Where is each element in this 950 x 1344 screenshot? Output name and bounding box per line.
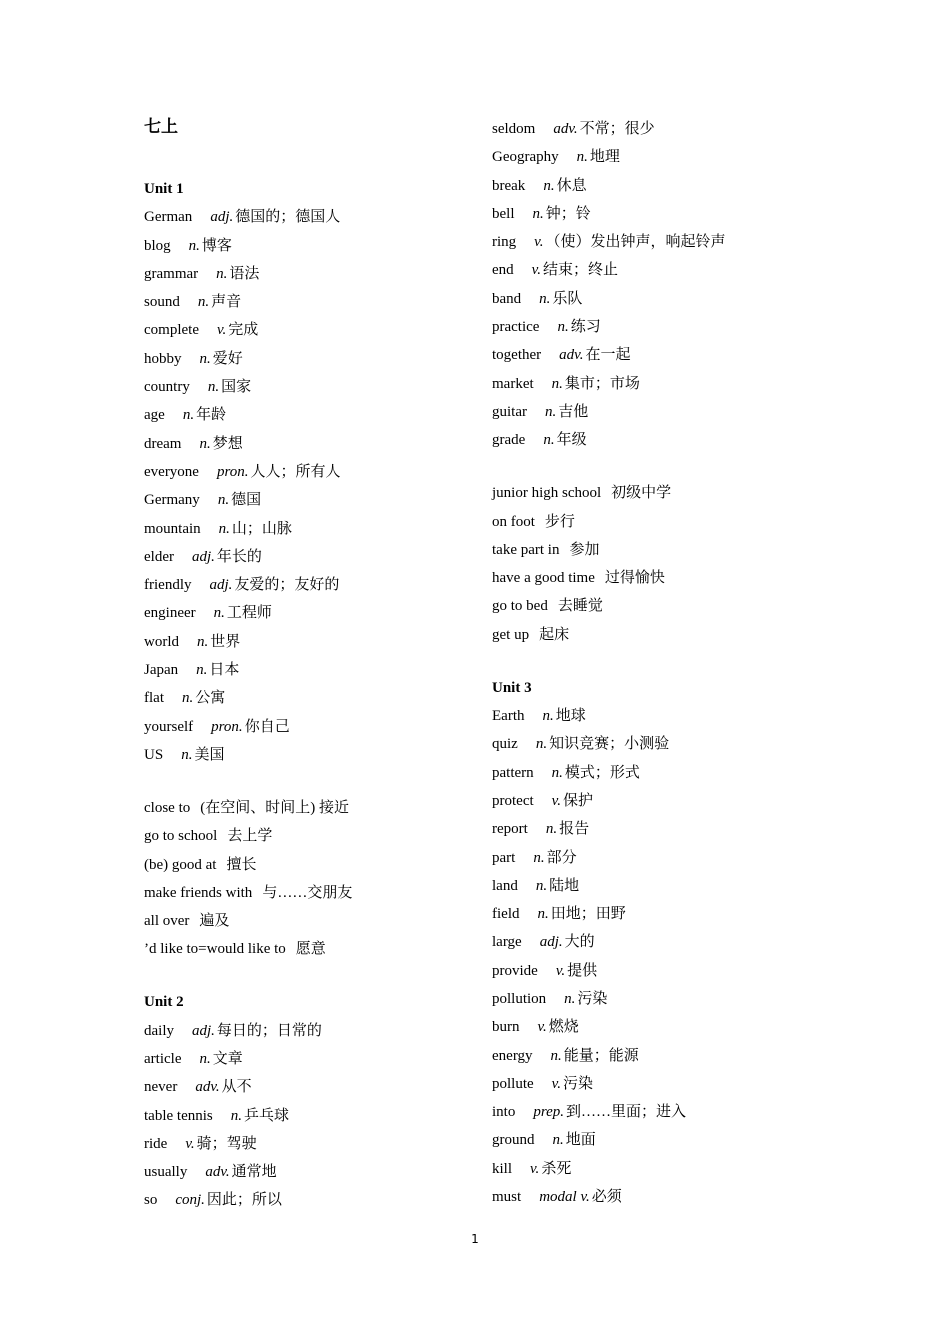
vocab-word: never bbox=[144, 1079, 178, 1096]
vocab-entry bbox=[492, 341, 822, 369]
vocab-entry bbox=[492, 759, 822, 787]
unit2-phrase-list bbox=[492, 479, 822, 649]
phrase-entry bbox=[144, 907, 464, 935]
vocab-entry bbox=[492, 1013, 822, 1041]
vocab-word: yourself bbox=[144, 718, 194, 735]
vocab-word: Germany bbox=[144, 492, 200, 509]
part-of-speech: n. bbox=[545, 403, 557, 420]
vocab-meaning: 世界 bbox=[210, 633, 241, 650]
vocab-word: table tennis bbox=[144, 1107, 213, 1124]
vocab-word: part bbox=[492, 849, 516, 866]
vocab-entry bbox=[144, 345, 464, 373]
vocab-meaning: 污染 bbox=[577, 990, 608, 1007]
vocab-word: elder bbox=[144, 548, 174, 565]
phrase-entry bbox=[492, 536, 822, 564]
vocab-word: world bbox=[144, 633, 179, 650]
phrase-text: junior high school bbox=[492, 485, 602, 502]
vocab-meaning: 不常；很少 bbox=[579, 121, 655, 137]
vocab-entry bbox=[144, 571, 464, 599]
vocab-meaning: 集市；市场 bbox=[564, 375, 640, 392]
part-of-speech: n. bbox=[207, 379, 220, 396]
vocab-word: country bbox=[144, 379, 190, 396]
vocab-entry bbox=[492, 1183, 822, 1211]
vocab-meaning: 报告 bbox=[559, 821, 590, 838]
part-of-speech: n. bbox=[199, 435, 211, 452]
part-of-speech: n. bbox=[552, 1132, 564, 1149]
unit3-word-list bbox=[492, 702, 822, 1211]
part-of-speech: n. bbox=[551, 764, 563, 781]
vocab-word: age bbox=[144, 407, 165, 424]
unit2-heading: Unit 2 bbox=[144, 994, 184, 1011]
phrase-entry bbox=[492, 564, 822, 592]
phrase-entry bbox=[492, 508, 822, 536]
vocab-meaning: 友爱的；友好的 bbox=[234, 577, 340, 594]
vocab-word: complete bbox=[144, 322, 199, 339]
part-of-speech: adj. bbox=[539, 934, 563, 951]
vocab-entry bbox=[492, 844, 822, 872]
phrase-entry bbox=[144, 794, 464, 822]
vocab-meaning: 杀死 bbox=[541, 1160, 572, 1177]
part-of-speech: adj. bbox=[192, 1022, 215, 1039]
phrase-text: make friends with bbox=[144, 884, 253, 901]
part-of-speech: n. bbox=[542, 708, 554, 725]
vocab-entry bbox=[144, 599, 464, 627]
vocab-word: provide bbox=[492, 962, 538, 979]
phrase-entry bbox=[492, 621, 822, 649]
part-of-speech: pron. bbox=[216, 463, 249, 480]
vocab-entry bbox=[144, 486, 464, 514]
vocab-word: energy bbox=[492, 1047, 533, 1064]
vocab-meaning: 提供 bbox=[567, 962, 598, 979]
part-of-speech: v. bbox=[551, 1075, 561, 1092]
vocab-word: pollute bbox=[492, 1075, 534, 1092]
vocab-word: kill bbox=[492, 1160, 513, 1177]
part-of-speech: n. bbox=[182, 407, 195, 424]
phrase-entry bbox=[144, 935, 464, 963]
part-of-speech: n. bbox=[576, 149, 588, 166]
vocab-entry bbox=[492, 1098, 822, 1126]
vocab-word: protect bbox=[492, 792, 534, 809]
vocab-entry bbox=[144, 1017, 464, 1045]
vocab-word: US bbox=[144, 746, 164, 763]
vocab-entry bbox=[492, 200, 822, 228]
vocab-word: blog bbox=[144, 237, 171, 254]
vocab-meaning: 大的 bbox=[564, 934, 595, 951]
vocab-word: ring bbox=[492, 234, 517, 251]
vocab-meaning: 陆地 bbox=[549, 877, 580, 894]
section-gap bbox=[492, 455, 822, 480]
vocab-meaning: 休息 bbox=[556, 177, 587, 194]
unit2-word-list-continued bbox=[492, 115, 822, 455]
part-of-speech: n. bbox=[545, 821, 558, 838]
vocab-entry bbox=[144, 288, 464, 316]
vocab-meaning: 骑；驾驶 bbox=[196, 1135, 257, 1152]
vocab-entry bbox=[492, 928, 822, 956]
part-of-speech: n. bbox=[539, 290, 551, 307]
phrase-meaning: 参加 bbox=[569, 541, 600, 558]
vocab-word: Earth bbox=[492, 708, 525, 725]
vocab-meaning: 语法 bbox=[229, 265, 260, 282]
part-of-speech: adv. bbox=[553, 121, 578, 137]
vocab-word: together bbox=[492, 347, 542, 364]
vocab-entry bbox=[492, 815, 822, 843]
part-of-speech: v. bbox=[216, 322, 227, 339]
phrase-entry bbox=[144, 822, 464, 850]
vocab-word: daily bbox=[144, 1022, 174, 1039]
vocab-word: bell bbox=[492, 205, 515, 222]
phrase-text: on foot bbox=[492, 513, 535, 530]
phrase-entry bbox=[492, 479, 822, 507]
phrase-meaning: 初级中学 bbox=[611, 485, 672, 502]
vocab-word: dream bbox=[144, 435, 182, 452]
vocab-meaning: 结束；终止 bbox=[542, 262, 618, 279]
section-gap bbox=[144, 964, 464, 989]
vocab-word: grammar bbox=[144, 265, 199, 282]
vocab-meaning: 美国 bbox=[194, 746, 225, 763]
vocab-meaning: 知识竞赛；小测验 bbox=[549, 736, 670, 753]
vocab-entry bbox=[492, 285, 822, 313]
vocab-entry bbox=[144, 713, 464, 741]
part-of-speech: n. bbox=[230, 1107, 242, 1124]
vocab-meaning: 吉他 bbox=[558, 403, 589, 420]
vocab-word: mountain bbox=[144, 520, 201, 537]
vocab-entry bbox=[492, 426, 822, 454]
vocab-meaning: 年级 bbox=[556, 432, 587, 449]
vocab-word: flat bbox=[144, 690, 164, 707]
vocab-meaning: 部分 bbox=[546, 849, 577, 866]
vocab-word: large bbox=[492, 934, 522, 951]
part-of-speech: conj. bbox=[175, 1192, 205, 1209]
part-of-speech: n. bbox=[533, 849, 545, 866]
phrase-text: close to bbox=[144, 799, 191, 816]
part-of-speech: n. bbox=[532, 205, 544, 222]
unit1-heading: Unit 1 bbox=[144, 181, 184, 197]
vocab-entry bbox=[492, 228, 822, 256]
vocab-entry bbox=[144, 1186, 464, 1214]
phrase-text: get up bbox=[492, 626, 530, 643]
part-of-speech: n. bbox=[217, 492, 230, 509]
vocab-meaning: 因此；所以 bbox=[206, 1192, 282, 1209]
section-gap bbox=[144, 769, 464, 794]
section-gap bbox=[492, 649, 822, 674]
left-column bbox=[144, 115, 464, 1215]
part-of-speech: v. bbox=[537, 1019, 547, 1036]
vocab-meaning: 地面 bbox=[565, 1132, 596, 1149]
vocab-meaning: 博客 bbox=[201, 237, 232, 254]
unit1-phrase-list bbox=[144, 794, 464, 964]
vocab-entry bbox=[492, 957, 822, 985]
phrase-meaning: (在空间、时间上) 接近 bbox=[200, 799, 349, 816]
part-of-speech: n. bbox=[188, 237, 200, 254]
part-of-speech: n. bbox=[181, 746, 193, 763]
vocab-meaning: 燃烧 bbox=[548, 1019, 579, 1036]
part-of-speech: n. bbox=[218, 520, 230, 537]
vocab-meaning: 能量；能源 bbox=[563, 1047, 639, 1064]
vocab-word: practice bbox=[492, 319, 540, 336]
vocab-entry bbox=[492, 1042, 822, 1070]
part-of-speech: modal v. bbox=[539, 1189, 590, 1206]
vocab-meaning: 公寓 bbox=[195, 690, 226, 707]
vocab-word: hobby bbox=[144, 350, 182, 367]
vocab-word: seldom bbox=[492, 121, 536, 137]
vocab-entry bbox=[144, 1073, 464, 1101]
vocab-word: land bbox=[492, 877, 518, 894]
phrase-meaning: 遍及 bbox=[199, 913, 230, 930]
phrase-meaning: 去睡觉 bbox=[557, 598, 603, 615]
part-of-speech: n. bbox=[543, 177, 555, 194]
part-of-speech: n. bbox=[199, 350, 211, 367]
part-of-speech: n. bbox=[537, 906, 549, 923]
vocab-word: German bbox=[144, 209, 193, 226]
vocab-meaning: 保护 bbox=[562, 792, 593, 809]
vocab-entry bbox=[492, 143, 822, 171]
part-of-speech: n. bbox=[197, 633, 209, 650]
vocab-entry bbox=[144, 1130, 464, 1158]
vocab-entry bbox=[492, 985, 822, 1013]
vocab-entry bbox=[144, 401, 464, 429]
vocab-entry bbox=[144, 515, 464, 543]
vocab-entry bbox=[492, 115, 822, 143]
vocab-entry bbox=[492, 398, 822, 426]
vocab-entry bbox=[144, 1158, 464, 1186]
vocab-entry bbox=[144, 1102, 464, 1130]
phrase-meaning: 步行 bbox=[544, 513, 575, 530]
vocab-word: ride bbox=[144, 1135, 168, 1152]
vocab-meaning: 梦想 bbox=[212, 435, 243, 452]
page-title: 七上 bbox=[144, 117, 178, 136]
vocab-word: market bbox=[492, 375, 534, 392]
vocab-meaning: 到……里面；进入 bbox=[566, 1104, 687, 1121]
vocab-meaning: 工程师 bbox=[226, 605, 272, 622]
vocab-entry bbox=[144, 316, 464, 344]
vocab-word: break bbox=[492, 177, 526, 194]
vocab-meaning: 污染 bbox=[562, 1075, 593, 1092]
vocab-word: usually bbox=[144, 1164, 188, 1181]
vocab-entry bbox=[144, 684, 464, 712]
vocab-entry bbox=[144, 260, 464, 288]
vocab-entry bbox=[492, 872, 822, 900]
vocab-word: ground bbox=[492, 1132, 535, 1149]
right-column bbox=[492, 115, 822, 1211]
vocab-meaning: 乒乓球 bbox=[243, 1107, 289, 1124]
vocab-meaning: 德国的；德国人 bbox=[235, 209, 341, 226]
vocab-word: friendly bbox=[144, 577, 192, 594]
phrase-entry bbox=[492, 592, 822, 620]
part-of-speech: v. bbox=[534, 234, 544, 251]
vocab-entry bbox=[492, 1070, 822, 1098]
part-of-speech: v. bbox=[551, 792, 561, 809]
vocab-word: Japan bbox=[144, 662, 179, 679]
phrase-text: go to bed bbox=[492, 598, 548, 615]
vocab-word: engineer bbox=[144, 605, 196, 622]
part-of-speech: n. bbox=[564, 990, 576, 1007]
page-number: 1 bbox=[471, 1232, 479, 1246]
vocab-entry bbox=[492, 900, 822, 928]
part-of-speech: v. bbox=[531, 262, 541, 279]
vocab-meaning: 年长的 bbox=[216, 548, 262, 565]
vocab-meaning: 年龄 bbox=[196, 407, 227, 424]
vocab-entry bbox=[492, 1155, 822, 1183]
phrase-text: ’d like to=would like to bbox=[144, 941, 286, 958]
vocab-word: everyone bbox=[144, 463, 199, 480]
vocab-entry bbox=[492, 172, 822, 200]
vocab-meaning: 钟；铃 bbox=[545, 205, 591, 222]
part-of-speech: n. bbox=[196, 662, 208, 679]
part-of-speech: n. bbox=[551, 375, 563, 392]
part-of-speech: n. bbox=[543, 432, 555, 449]
vocab-meaning: 必须 bbox=[591, 1189, 622, 1206]
vocab-word: grade bbox=[492, 432, 526, 449]
part-of-speech: adv. bbox=[205, 1164, 230, 1181]
vocab-meaning: 爱好 bbox=[212, 350, 243, 367]
phrase-meaning: 愿意 bbox=[295, 941, 326, 958]
vocab-entry bbox=[492, 787, 822, 815]
vocab-entry bbox=[492, 313, 822, 341]
vocab-meaning: 完成 bbox=[228, 322, 259, 339]
vocab-entry bbox=[492, 1126, 822, 1154]
unit2-word-list bbox=[144, 1017, 464, 1215]
phrase-meaning: 过得愉快 bbox=[604, 570, 665, 587]
part-of-speech: pron. bbox=[211, 718, 243, 735]
vocab-word: guitar bbox=[492, 403, 527, 420]
vocab-meaning: 地理 bbox=[589, 149, 620, 166]
vocab-word: band bbox=[492, 290, 522, 307]
part-of-speech: adj. bbox=[210, 209, 234, 226]
vocab-meaning: 日本 bbox=[209, 662, 240, 679]
vocab-meaning: 通常地 bbox=[231, 1164, 277, 1181]
vocab-meaning: 国家 bbox=[221, 379, 252, 396]
vocab-meaning: 每日的；日常的 bbox=[216, 1022, 322, 1039]
vocab-entry bbox=[144, 458, 464, 486]
part-of-speech: n. bbox=[535, 877, 548, 894]
vocab-word: so bbox=[144, 1192, 158, 1209]
vocab-entry bbox=[492, 702, 822, 730]
part-of-speech: n. bbox=[213, 605, 225, 622]
vocab-entry bbox=[144, 543, 464, 571]
vocab-meaning: （使）发出钟声，响起铃声 bbox=[545, 234, 726, 251]
part-of-speech: prep. bbox=[533, 1104, 565, 1121]
part-of-speech: n. bbox=[550, 1047, 562, 1064]
vocab-meaning: 文章 bbox=[212, 1050, 243, 1067]
vocab-entry bbox=[144, 373, 464, 401]
phrase-meaning: 去上学 bbox=[227, 828, 273, 845]
vocab-word: sound bbox=[144, 294, 180, 311]
part-of-speech: adv. bbox=[195, 1079, 220, 1096]
unit1-word-list bbox=[144, 203, 464, 769]
vocab-meaning: 山；山脉 bbox=[231, 520, 292, 537]
vocab-entry bbox=[144, 656, 464, 684]
vocab-meaning: 德国 bbox=[231, 492, 262, 509]
phrase-entry bbox=[144, 879, 464, 907]
part-of-speech: adj. bbox=[191, 548, 215, 565]
part-of-speech: v. bbox=[555, 962, 566, 979]
phrase-meaning: 擅长 bbox=[226, 856, 257, 873]
part-of-speech: v. bbox=[185, 1135, 195, 1152]
vocab-meaning: 从不 bbox=[221, 1079, 252, 1096]
vocab-entry bbox=[144, 203, 464, 231]
vocab-word: article bbox=[144, 1050, 182, 1067]
part-of-speech: n. bbox=[197, 294, 210, 311]
vocab-entry bbox=[492, 730, 822, 758]
phrase-text: go to school bbox=[144, 828, 218, 845]
vocab-meaning: 乐队 bbox=[552, 290, 583, 307]
vocab-word: pattern bbox=[492, 764, 534, 781]
part-of-speech: n. bbox=[182, 690, 194, 707]
phrase-text: all over bbox=[144, 913, 190, 930]
vocab-meaning: 在一起 bbox=[585, 347, 631, 364]
vocab-meaning: 声音 bbox=[211, 294, 242, 311]
part-of-speech: n. bbox=[557, 319, 569, 336]
vocab-meaning: 模式；形式 bbox=[564, 764, 640, 781]
vocab-entry bbox=[144, 1045, 464, 1073]
part-of-speech: n. bbox=[216, 265, 228, 282]
phrase-meaning: 起床 bbox=[539, 626, 570, 643]
vocab-meaning: 你自己 bbox=[244, 718, 290, 735]
vocab-entry bbox=[144, 741, 464, 769]
vocab-word: end bbox=[492, 262, 514, 279]
vocab-word: into bbox=[492, 1104, 516, 1121]
vocab-word: pollution bbox=[492, 990, 547, 1007]
vocab-entry bbox=[144, 430, 464, 458]
vocab-entry bbox=[144, 628, 464, 656]
vocab-entry bbox=[492, 256, 822, 284]
phrase-text: take part in bbox=[492, 541, 560, 558]
phrase-entry bbox=[144, 851, 464, 879]
phrase-meaning: 与……交朋友 bbox=[262, 884, 353, 901]
part-of-speech: adv. bbox=[559, 347, 584, 364]
unit3-heading: Unit 3 bbox=[492, 679, 532, 696]
vocab-word: burn bbox=[492, 1019, 520, 1036]
phrase-text: have a good time bbox=[492, 570, 595, 587]
part-of-speech: n. bbox=[535, 736, 548, 753]
part-of-speech: adj. bbox=[209, 577, 233, 594]
vocab-word: must bbox=[492, 1189, 522, 1206]
vocab-meaning: 练习 bbox=[570, 319, 601, 336]
vocab-meaning: 人人；所有人 bbox=[250, 463, 341, 480]
vocab-entry bbox=[492, 370, 822, 398]
part-of-speech: v. bbox=[530, 1160, 540, 1177]
vocab-word: Geography bbox=[492, 149, 559, 166]
vocab-entry bbox=[144, 232, 464, 260]
vocab-meaning: 田地；田野 bbox=[550, 906, 626, 923]
vocab-word: quiz bbox=[492, 736, 518, 753]
phrase-text: (be) good at bbox=[144, 856, 217, 873]
part-of-speech: n. bbox=[199, 1050, 211, 1067]
vocab-word: field bbox=[492, 906, 520, 923]
vocab-meaning: 地球 bbox=[555, 708, 586, 725]
vocab-word: report bbox=[492, 821, 528, 838]
